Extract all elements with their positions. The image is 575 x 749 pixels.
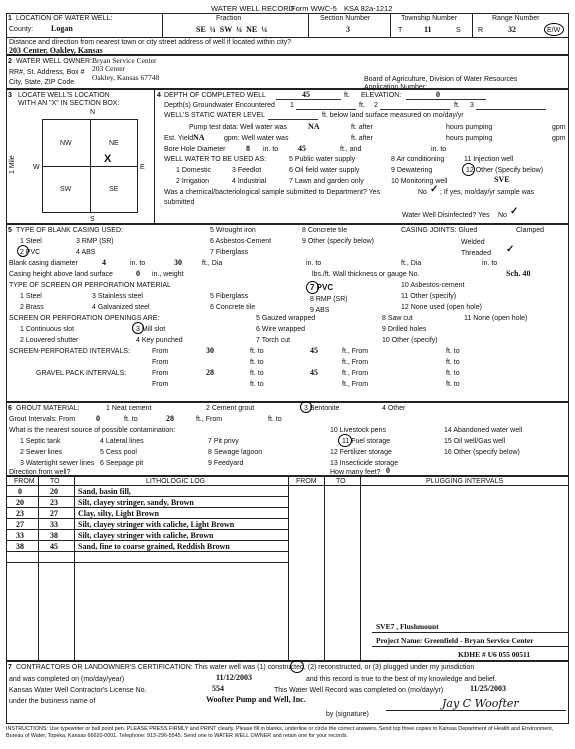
spi-from: From bbox=[152, 348, 169, 355]
contam-septic: 1 Septic tank bbox=[20, 438, 61, 445]
screen-other: 11 Other (specify) bbox=[401, 293, 457, 300]
joints-welded: Welded bbox=[461, 239, 485, 246]
log-row-4-desc: Silt, clayey stringer with caliche, Brown bbox=[78, 531, 214, 540]
static-level-rest: ft. below land surface measured on mo/day/yr bbox=[322, 112, 464, 119]
blank-diameter-value: 4 bbox=[102, 258, 106, 267]
range-ew: E/W bbox=[547, 27, 561, 34]
contam-seepage: 6 Seepage pit bbox=[100, 460, 144, 467]
contamination-label: What is the nearest source of possible contamination: bbox=[9, 427, 176, 434]
spi-to-4: ft. to bbox=[446, 359, 460, 366]
open-torch: 7 Torch cut bbox=[256, 337, 291, 344]
range-label: Range Number bbox=[492, 15, 540, 22]
yield-gpm: gpm: Well water was bbox=[224, 135, 289, 142]
grout-ft-to-2: ft. to bbox=[268, 416, 282, 423]
contam-pit: 7 Pit privy bbox=[208, 438, 239, 445]
plug-header-from: FROM bbox=[296, 478, 317, 485]
screen-brass: 2 Brass bbox=[20, 304, 44, 311]
casing-weight-label: in., weight bbox=[152, 271, 184, 278]
bore-value: 8 bbox=[246, 144, 250, 153]
grout-bentonite: 3 Bentonite bbox=[304, 405, 340, 412]
log-row-1-desc: Silt, clayey stringer, sandy, Brown bbox=[78, 498, 194, 507]
gw-3: 3 bbox=[470, 102, 474, 109]
pump-test-value: NA bbox=[308, 122, 320, 131]
compass-s: S bbox=[90, 216, 95, 223]
plug-note-3: KDHE # U6 055 00511 bbox=[458, 650, 531, 659]
open-continuous: 1 Continuous slot bbox=[20, 326, 75, 333]
pump-test-label: Pump test data: Well water was bbox=[189, 124, 287, 131]
pump-after: ft. after bbox=[351, 124, 373, 131]
bcd-in-to-2: in. to bbox=[306, 260, 322, 267]
log-row-5-desc: Sand, fine to coarse grained, Reddish Brown bbox=[78, 542, 230, 551]
gpi-to-4: ft. to bbox=[446, 381, 460, 388]
open-gauzed: 5 Gauzed wrapped bbox=[256, 315, 316, 322]
gw-1-ft: ft. bbox=[359, 102, 365, 109]
gpi-from-2: From bbox=[152, 381, 169, 388]
mile-label: 1 Mile bbox=[9, 155, 16, 174]
spi-to-2: ft. to bbox=[446, 348, 460, 355]
plug-note-2: Project Name: Greenfield - Bryan Service Center bbox=[376, 636, 534, 645]
how-many-value: 0 bbox=[386, 466, 390, 475]
contam-livestock: 10 Livestock pens bbox=[330, 427, 387, 434]
joints-clamped: Clamped bbox=[516, 227, 545, 234]
compass-n: N bbox=[90, 109, 96, 116]
signature-label: by (signature) bbox=[326, 711, 369, 718]
screen-asbestos: 10 Asbestos-cement bbox=[401, 282, 465, 289]
log-row-5-from: 38 bbox=[16, 542, 24, 551]
spi-to-3: ft. to bbox=[250, 359, 264, 366]
open-mill: 3 Mill slot bbox=[136, 326, 166, 333]
range-value: 32 bbox=[508, 25, 516, 34]
gpi-to-3: ft. to bbox=[250, 381, 264, 388]
grid-sw: SW bbox=[60, 186, 72, 193]
gpi-ft-2: ft., From bbox=[342, 381, 369, 388]
license-label: Kansas Water Well Contractor's License No. bbox=[9, 687, 147, 694]
grout-ft-from: ft., From bbox=[196, 416, 223, 423]
use-public: 5 Public water supply bbox=[289, 156, 356, 163]
use-irrigation: 2 Irrigation bbox=[176, 178, 210, 185]
use-lawn: 7 Lawn and garden only bbox=[289, 178, 364, 185]
compass-e: E bbox=[140, 164, 145, 171]
groundwater-label: Depth(s) Groundwater Encountered bbox=[164, 102, 275, 109]
chemical-sample-label: Was a chemical/bacteriological sample submitted to Department? Yes bbox=[164, 189, 381, 196]
screen-pvc: 7 PVC bbox=[310, 283, 334, 292]
use-industrial: 4 Industrial bbox=[232, 178, 267, 185]
depth-ft: ft. bbox=[344, 92, 350, 99]
casing-pvc: 2 PVC bbox=[20, 249, 41, 256]
grid-se: SE bbox=[109, 186, 119, 193]
completed-date: 11/12/2003 bbox=[216, 673, 253, 682]
spi-from-2: From bbox=[152, 359, 169, 366]
yield-value: NA bbox=[193, 133, 205, 142]
screen-stainless: 3 Stainless steel bbox=[92, 293, 143, 300]
gpi-to: ft. to bbox=[250, 370, 264, 377]
section-4-number: 4 bbox=[157, 92, 161, 99]
record-completed-label: This Water Well Record was completed on (mo/day/yr) bbox=[274, 687, 444, 694]
chemical-no-check: ✓ bbox=[430, 184, 439, 195]
fraction-label: Fraction bbox=[216, 15, 242, 22]
open-mill-circle bbox=[132, 322, 144, 334]
joints-label: CASING JOINTS: Glued bbox=[401, 227, 478, 234]
section-3-number: 3 bbox=[8, 92, 12, 99]
grout-label: GROUT MATERIAL: bbox=[16, 405, 80, 412]
gpi-ft: ft., From bbox=[342, 370, 369, 377]
elevation-value: 0 bbox=[436, 90, 440, 99]
depth-label: DEPTH OF COMPLETED WELL bbox=[164, 92, 266, 99]
wall-thickness-label: lbs./ft. Wall thickness or gauge No. bbox=[312, 271, 420, 278]
grout-intervals-label: Grout Intervals: From bbox=[9, 416, 76, 423]
log-row-4-from: 33 bbox=[16, 531, 24, 540]
blank-diameter-label: Blank casing diameter bbox=[9, 260, 78, 267]
gpi-to-2: ft. to bbox=[446, 370, 460, 377]
pump-gpm: gpm bbox=[552, 124, 566, 131]
contam-insecticide: 13 Insecticide storage bbox=[330, 460, 399, 467]
locate-label-2: WITH AN "X" IN SECTION BOX: bbox=[18, 100, 120, 107]
spi-from-value: 30 bbox=[206, 346, 214, 355]
open-louvered: 2 Louvered shutter bbox=[20, 337, 79, 344]
use-feedlot: 3 Feedlot bbox=[232, 167, 262, 174]
open-other: 10 Other (specify) bbox=[382, 337, 438, 344]
contam-lateral: 4 Lateral lines bbox=[100, 438, 144, 445]
screen-fiberglass: 5 Fiberglass bbox=[210, 293, 249, 300]
grout-to-value: 28 bbox=[166, 414, 174, 423]
township-value: 11 bbox=[424, 25, 432, 34]
open-wire: 6 Wire wrapped bbox=[256, 326, 306, 333]
fraction-value: SE ¼ SW ¼ NE ¼ bbox=[196, 25, 268, 34]
license-value: 554 bbox=[212, 684, 224, 693]
contam-feedyard: 9 Feedyard bbox=[208, 460, 244, 467]
distance-label: Distance and direction from nearest town or city street address of well if located within city? bbox=[9, 39, 292, 46]
casing-label: TYPE OF BLANK CASING USED: bbox=[16, 227, 123, 234]
casing-other: 9 Other (specify below) bbox=[302, 238, 374, 245]
ksa-number: KSA 82a-1212 bbox=[344, 4, 393, 13]
business-name: Woofter Pump and Well, Inc. bbox=[206, 695, 306, 704]
gpi-from: From bbox=[152, 370, 169, 377]
log-row-2-desc: Clay, silty, Light Brown bbox=[78, 509, 159, 518]
gw-1: 1 bbox=[290, 102, 294, 109]
disinfected-no-check: ✓ bbox=[510, 206, 519, 217]
casing-height-label: Casing height above land surface bbox=[9, 271, 113, 278]
casing-pvc-circle bbox=[17, 245, 29, 257]
use-domestic: 1 Domestic bbox=[176, 167, 212, 174]
disinfected-label: Water Well Disinfected? Yes bbox=[402, 212, 490, 219]
screen-material-label: TYPE OF SCREEN OR PERFORATION MATERIAL bbox=[9, 282, 171, 289]
bcd-in-to-3: in. to bbox=[482, 260, 498, 267]
log-row-3-from: 27 bbox=[16, 520, 24, 529]
pump-hours: hours pumping bbox=[446, 124, 493, 131]
yield-after: ft. after bbox=[351, 135, 373, 142]
well-location-mark: X bbox=[104, 153, 112, 165]
city-label: City, State, ZIP Code bbox=[9, 79, 75, 86]
contam-cess: 5 Cess pool bbox=[100, 449, 137, 456]
casing-wrought: 5 Wrought iron bbox=[210, 227, 256, 234]
casing-abs: 4 ABS bbox=[76, 249, 96, 256]
distance-value: 203 Center, Oakley, Kansas bbox=[9, 46, 103, 55]
grout-neat: 1 Neat cement bbox=[106, 405, 152, 412]
bore-label: Bore Hole Diameter bbox=[164, 146, 226, 153]
gw-2: 2 bbox=[374, 102, 378, 109]
log-header-from: FROM bbox=[14, 478, 35, 485]
owner-city: Oakley, Kansas 67748 bbox=[92, 73, 160, 82]
log-row-2-to: 27 bbox=[50, 509, 58, 518]
log-row-1-from: 20 bbox=[16, 498, 24, 507]
bore-in-to: in. to bbox=[263, 146, 279, 153]
business-name-label: under the business name of bbox=[9, 698, 96, 705]
gpi-from-value: 28 bbox=[206, 368, 214, 377]
yield-label: Est. Yield bbox=[164, 135, 194, 142]
bcd-in-to: in. to bbox=[130, 260, 146, 267]
owner-address: 203 Center bbox=[92, 64, 126, 73]
use-other-value: SVE bbox=[494, 175, 510, 184]
contam-watertight: 3 Watertight sewer lines bbox=[20, 460, 95, 467]
section-2-number: 2 bbox=[8, 58, 12, 65]
plug-header-intervals: PLUGGING INTERVALS bbox=[426, 478, 504, 485]
location-label: LOCATION OF WATER WELL: bbox=[16, 15, 113, 22]
record-date: 11/25/2003 bbox=[470, 684, 507, 693]
signature: Jay C Woofter bbox=[442, 697, 519, 710]
grid-ne: NE bbox=[109, 140, 119, 147]
section-7-number: 7 bbox=[8, 664, 12, 671]
bore-and: ft., and bbox=[340, 146, 362, 153]
form-number: Form WWC-5 bbox=[291, 4, 337, 13]
grout-cement: 2 Cement grout bbox=[206, 405, 255, 412]
contam-sewer: 2 Sewer lines bbox=[20, 449, 63, 456]
bcd-dia: ft., Dia bbox=[202, 260, 223, 267]
contam-abandoned: 14 Abandoned water well bbox=[444, 427, 523, 434]
log-row-4-to: 38 bbox=[50, 531, 58, 540]
blank-diameter-to: 30 bbox=[174, 258, 182, 267]
log-header-to: TO bbox=[50, 478, 60, 485]
bore-in-to-2: in. to bbox=[431, 146, 447, 153]
use-monitoring: 10 Monitoring well bbox=[391, 178, 448, 185]
owner-label: WATER WELL OWNER: bbox=[16, 58, 92, 65]
casing-steel: 1 Steel bbox=[20, 238, 42, 245]
screen-pvc-circle bbox=[306, 281, 319, 294]
section-1-number: 1 bbox=[8, 15, 12, 22]
form-title: WATER WELL RECORD bbox=[211, 4, 295, 13]
openings-label: SCREEN OR PERFORATION OPENINGS ARE: bbox=[9, 315, 160, 322]
use-air: 8 Air conditioning bbox=[391, 156, 445, 163]
threaded-check: ✓ bbox=[506, 244, 515, 255]
grout-ft-to: ft. to bbox=[124, 416, 138, 423]
gw-2-ft: ft. bbox=[454, 102, 460, 109]
gpi-to-value: 45 bbox=[310, 368, 318, 377]
contam-other: 16 Other (specify below) bbox=[444, 449, 520, 456]
use-other-circle bbox=[462, 163, 475, 176]
board-label: Board of Agriculture, Division of Water Resources bbox=[364, 76, 518, 83]
plug-note-1: SVE7 , Flushmount bbox=[376, 622, 439, 631]
plug-header-to: TO bbox=[336, 478, 346, 485]
screen-steel: 1 Steel bbox=[20, 293, 42, 300]
grout-from-value: 0 bbox=[96, 414, 100, 423]
completed-label: and was completed on (mo/day/year) bbox=[9, 676, 125, 683]
screen-concrete: 6 Concrete tile bbox=[210, 304, 256, 311]
chemical-rest: ; If yes, mo/day/yr sample was bbox=[440, 189, 535, 196]
spi-ft: ft., From bbox=[342, 348, 369, 355]
range-r: R bbox=[478, 27, 484, 34]
screen-intervals-label: SCREEN-PERFORATED INTERVALS: bbox=[9, 348, 130, 355]
screen-rmp: 8 RMP (SR) bbox=[310, 296, 348, 303]
use-other: 12 Other (Specify below) bbox=[466, 167, 544, 174]
log-row-2-from: 23 bbox=[16, 509, 24, 518]
use-dewatering: 9 Dewatering bbox=[391, 167, 433, 174]
gravel-intervals-label: GRAVEL PACK INTERVALS: bbox=[36, 370, 127, 377]
bcd-dia-2: ft., Dia bbox=[401, 260, 422, 267]
submitted-label: submitted bbox=[164, 199, 195, 206]
county-value: Logan bbox=[51, 24, 73, 33]
elevation-label: ELEVATION: bbox=[361, 92, 402, 99]
log-row-0-from: 0 bbox=[18, 487, 22, 496]
section-6-number: 6 bbox=[8, 405, 12, 412]
owner-name: Bryan Service Center bbox=[92, 56, 157, 65]
contam-fertilizer: 12 Fertilizer storage bbox=[330, 449, 392, 456]
log-header-litho: LITHOLOGIC LOG bbox=[146, 478, 206, 485]
disinfected-no: No bbox=[498, 212, 507, 219]
casing-fiberglass: 7 Fiberglass bbox=[210, 249, 249, 256]
bore-to-value: 45 bbox=[298, 144, 306, 153]
static-level-label: WELL'S STATIC WATER LEVEL bbox=[164, 112, 266, 119]
depth-value: 45 bbox=[302, 90, 310, 99]
casing-height-value: 0 bbox=[136, 269, 140, 278]
screen-abs: 9 ABS bbox=[310, 307, 330, 314]
spi-to-value: 45 bbox=[310, 346, 318, 355]
yield-hours: hours pumping bbox=[446, 135, 493, 142]
section-label: Section Number bbox=[320, 15, 371, 22]
grout-bentonite-circle bbox=[300, 401, 312, 413]
open-saw: 8 Saw cut bbox=[382, 315, 413, 322]
water-well-record-form bbox=[6, 4, 569, 745]
township-t: T bbox=[398, 27, 403, 34]
contam-fuel-circle bbox=[338, 434, 352, 447]
log-row-5-to: 45 bbox=[50, 542, 58, 551]
log-row-0-to: 20 bbox=[50, 487, 58, 496]
grid-nw: NW bbox=[60, 140, 72, 147]
log-row-0-desc: Sand, basin fill, bbox=[78, 487, 131, 496]
certification-line-1: CONTRACTORS OR LANDOWNER'S CERTIFICATION: This water well was (1) constructed, (2) reconstructed, or (3) plugged under my jurisdiction bbox=[16, 664, 475, 671]
yield-gpm-2: gpm bbox=[552, 135, 566, 142]
casing-concrete: 8 Concrete tile bbox=[302, 227, 348, 234]
open-none: 11 None (open hole) bbox=[464, 315, 528, 322]
how-many-label: How many feet? bbox=[330, 469, 381, 476]
spi-to: ft. to bbox=[250, 348, 264, 355]
open-drilled: 9 Drilled holes bbox=[382, 326, 427, 333]
section-value: 3 bbox=[346, 25, 350, 34]
contam-lagoon: 8 Sewage lagoon bbox=[208, 449, 263, 456]
certification-true: and this record is true to the best of my knowledge and belief. bbox=[306, 676, 497, 683]
contam-oil: 15 Oil well/Gas well bbox=[444, 438, 506, 445]
constructed-circle bbox=[290, 660, 304, 673]
contam-fuel: 11 Fuel storage bbox=[342, 438, 391, 445]
township-s: S bbox=[456, 27, 461, 34]
gauge-value: Sch. 40 bbox=[506, 269, 531, 278]
instructions: INSTRUCTIONS: Use typewriter or ball point pen. PLEASE PRESS FIRMLY and PRINT clearly. Please fill in blanks, underline or circle the correct answers. Send top three copies to Kansas Department of Health and Environment, Bureau of Water, Topeka, Kansas 66620-0001. Telephone: 913-296-5545. Send one to WATER WELL OWNER and retain one for your records. bbox=[6, 726, 554, 740]
casing-rmp: 3 RMP (SR) bbox=[76, 238, 114, 245]
log-row-3-to: 33 bbox=[50, 520, 58, 529]
compass-w: W bbox=[33, 164, 40, 171]
screen-galvanized: 4 Galvanized steel bbox=[92, 304, 150, 311]
casing-asbestos: 6 Asbestos-Cement bbox=[210, 238, 272, 245]
grout-other: 4 Other bbox=[382, 405, 406, 412]
ew-circle-mark bbox=[544, 23, 564, 36]
rr-label: RR#, St. Address, Box # bbox=[9, 69, 85, 76]
joints-threaded: Threaded bbox=[461, 250, 491, 257]
use-injection: 11 Injection well bbox=[464, 156, 514, 163]
chemical-no: No bbox=[418, 189, 427, 196]
section-5-number: 5 bbox=[8, 227, 12, 234]
direction-label: Direction from well? bbox=[9, 469, 71, 476]
county-label: County: bbox=[9, 26, 34, 33]
log-row-1-to: 23 bbox=[50, 498, 58, 507]
use-label: WELL WATER TO BE USED AS: bbox=[164, 156, 267, 163]
log-row-3-desc: Silt, clayey stringer with caliche, Light Brown bbox=[78, 520, 235, 529]
locate-label-1: LOCATE WELL'S LOCATION bbox=[18, 92, 110, 99]
application-label: Application Number: bbox=[364, 84, 428, 91]
use-oilfield: 6 Oil field water supply bbox=[289, 167, 360, 174]
screen-none: 12 None used (open hole) bbox=[401, 304, 482, 311]
township-label: Township Number bbox=[401, 15, 458, 22]
spi-ft-2: ft., From bbox=[342, 359, 369, 366]
open-key: 4 Key punched bbox=[136, 337, 183, 344]
